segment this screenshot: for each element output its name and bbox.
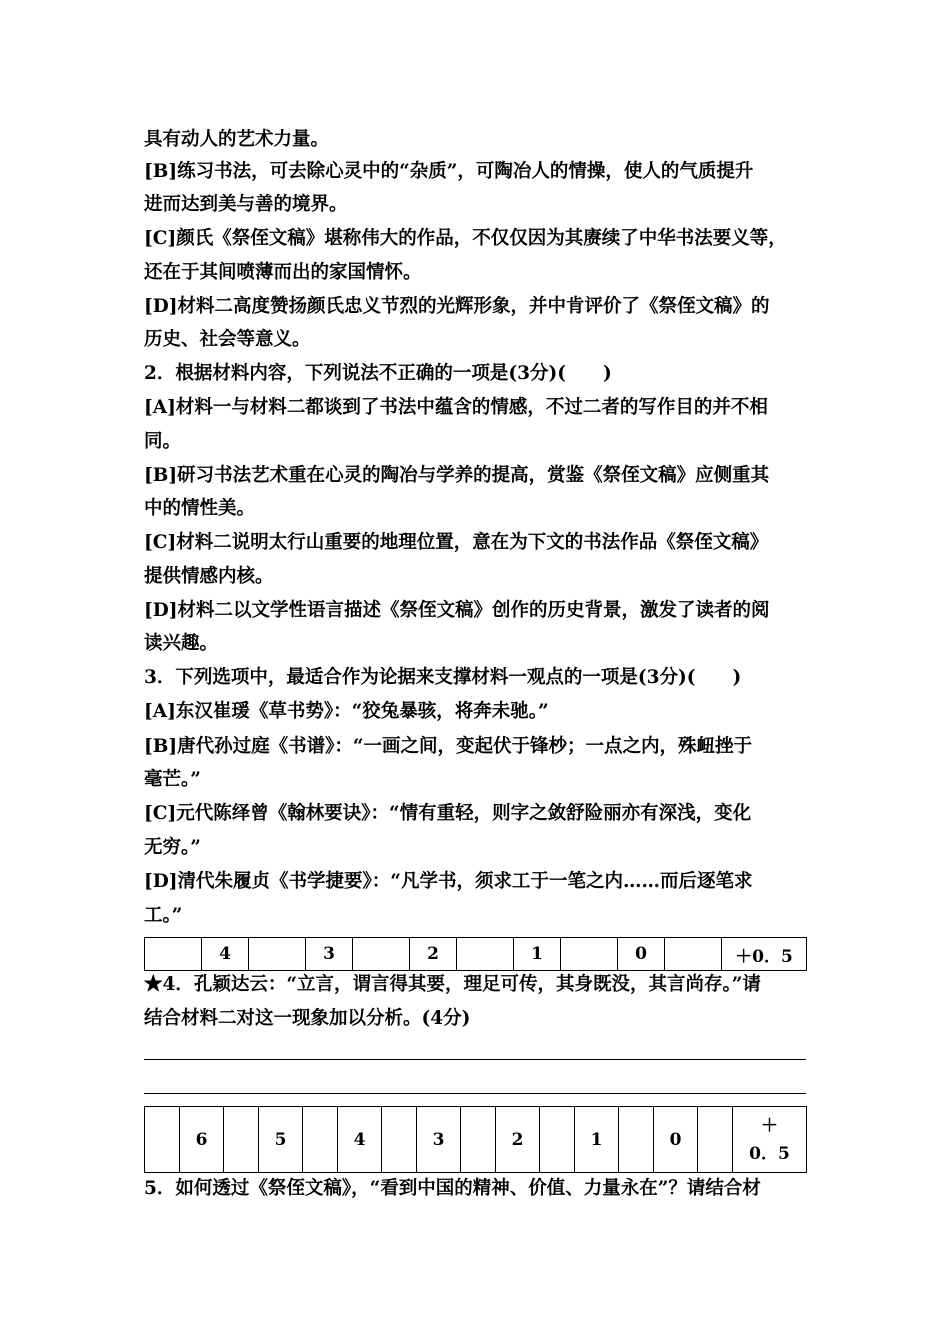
score-cell[interactable]: 1 xyxy=(514,938,561,971)
question-5-stem: 5．如何透过《祭侄文稿》，“看到中国的精神、价值、力量永在”？请结合材 xyxy=(144,1178,761,1199)
text-line: 读兴趣。 xyxy=(144,633,219,654)
text-line: 中的情性美。 xyxy=(144,498,256,519)
text-line: 历史、社会等意义。 xyxy=(144,329,311,350)
option-b-text: [B]练习书法，可去除心灵中的“杂质”，可陶冶人的情操，使人的气质提升 xyxy=(144,161,754,182)
text-line: 提供情感内核。 xyxy=(144,566,274,587)
score-blank-cell[interactable] xyxy=(353,938,410,971)
score-blank-cell[interactable] xyxy=(224,1107,259,1173)
option-c-text: [C]颜氏《祭侄文稿》堪称伟大的作品，不仅仅因为其赓续了中华书法要义等， xyxy=(144,228,787,249)
text-line: 同。 xyxy=(144,431,182,452)
score-blank-cell[interactable] xyxy=(561,938,618,971)
score-blank-cell[interactable] xyxy=(619,1107,654,1173)
score-cell[interactable]: 4 xyxy=(202,938,249,971)
text-line: 具有动人的艺术力量。 xyxy=(144,129,330,150)
score-bonus-cell[interactable]: ＋0．5 xyxy=(722,938,807,971)
option-b-text: [B]研习书法艺术重在心灵的陶冶与学养的提高，赏鉴《祭侄文稿》应侧重其 xyxy=(144,465,770,486)
score-blank-cell[interactable] xyxy=(249,938,306,971)
score-bonus-sign: ＋ xyxy=(761,1115,778,1136)
score-cell[interactable]: 3 xyxy=(417,1107,461,1173)
text-line: 进而达到美与善的境界。 xyxy=(144,194,348,215)
score-cell[interactable]: 1 xyxy=(575,1107,619,1173)
score-blank-cell[interactable] xyxy=(698,1107,733,1173)
score-blank-cell[interactable] xyxy=(665,938,722,971)
question-3-stem: 3．下列选项中，最适合作为论据来支撑材料一观点的一项是(3分)( ) xyxy=(144,667,742,688)
option-d-text: [D]材料二高度赞扬颜氏忠义节烈的光辉形象，并中肯评价了《祭侄文稿》的 xyxy=(144,296,770,317)
option-c-text: [C]材料二说明太行山重要的地理位置，意在为下文的书法作品《祭侄文稿》 xyxy=(144,532,769,553)
option-a-text: [A]东汉崔瑗《草书势》：“狡兔暴骇，将奔未驰。” xyxy=(144,701,549,722)
score-blank-cell[interactable] xyxy=(461,1107,496,1173)
score-cell[interactable]: 0 xyxy=(654,1107,698,1173)
score-blank-cell[interactable] xyxy=(145,938,202,971)
score-blank-cell[interactable] xyxy=(145,1107,180,1173)
text-line: 还在于其间喷薄而出的家国情怀。 xyxy=(144,262,422,283)
score-cell[interactable]: 5 xyxy=(259,1107,303,1173)
score-bonus-cell[interactable] xyxy=(733,1107,807,1173)
score-cell[interactable]: 3 xyxy=(306,938,353,971)
score-blank-cell[interactable] xyxy=(540,1107,575,1173)
answer-line[interactable] xyxy=(144,1093,806,1094)
score-cell[interactable]: 2 xyxy=(496,1107,540,1173)
text-line: 结合材料二对这一现象加以分析。(4分) xyxy=(144,1008,471,1029)
score-table-q4 xyxy=(144,937,807,971)
question-4-stem: ★4．孔颖达云：“立言，谓言得其要，理足可传，其身既没，其言尚存。”请 xyxy=(144,974,761,995)
text-line: 无穷。” xyxy=(144,837,201,858)
score-blank-cell[interactable] xyxy=(303,1107,338,1173)
answer-line[interactable] xyxy=(144,1059,806,1060)
score-cell[interactable]: 6 xyxy=(180,1107,224,1173)
option-c-text: [C]元代陈绎曾《翰林要诀》：“情有重轻，则字之敛舒险丽亦有深浅，变化 xyxy=(144,803,752,824)
score-bonus-value: 0．5 xyxy=(749,1143,790,1164)
text-line: 毫芒。” xyxy=(144,769,201,790)
score-blank-cell[interactable] xyxy=(382,1107,417,1173)
option-a-text: [A]材料一与材料二都谈到了书法中蕴含的情感，不过二者的写作目的并不相 xyxy=(144,397,768,418)
score-table-q5 xyxy=(144,1106,807,1173)
option-d-text: [D]材料二以文学性语言描述《祭侄文稿》创作的历史背景，激发了读者的阅 xyxy=(144,600,770,621)
score-blank-cell[interactable] xyxy=(457,938,514,971)
option-b-text: [B]唐代孙过庭《书谱》：“一画之间，变起伏于锋杪；一点之内，殊衄挫于 xyxy=(144,736,753,757)
score-cell[interactable]: 2 xyxy=(410,938,457,971)
option-d-text: [D]清代朱履贞《书学捷要》：“凡学书，须求工于一笔之内……而后逐笔求 xyxy=(144,871,753,892)
score-cell[interactable]: 4 xyxy=(338,1107,382,1173)
question-2-stem: 2．根据材料内容，下列说法不正确的一项是(3分)( ) xyxy=(144,363,612,384)
text-line: 工。” xyxy=(144,905,183,926)
score-cell[interactable]: 0 xyxy=(618,938,665,971)
